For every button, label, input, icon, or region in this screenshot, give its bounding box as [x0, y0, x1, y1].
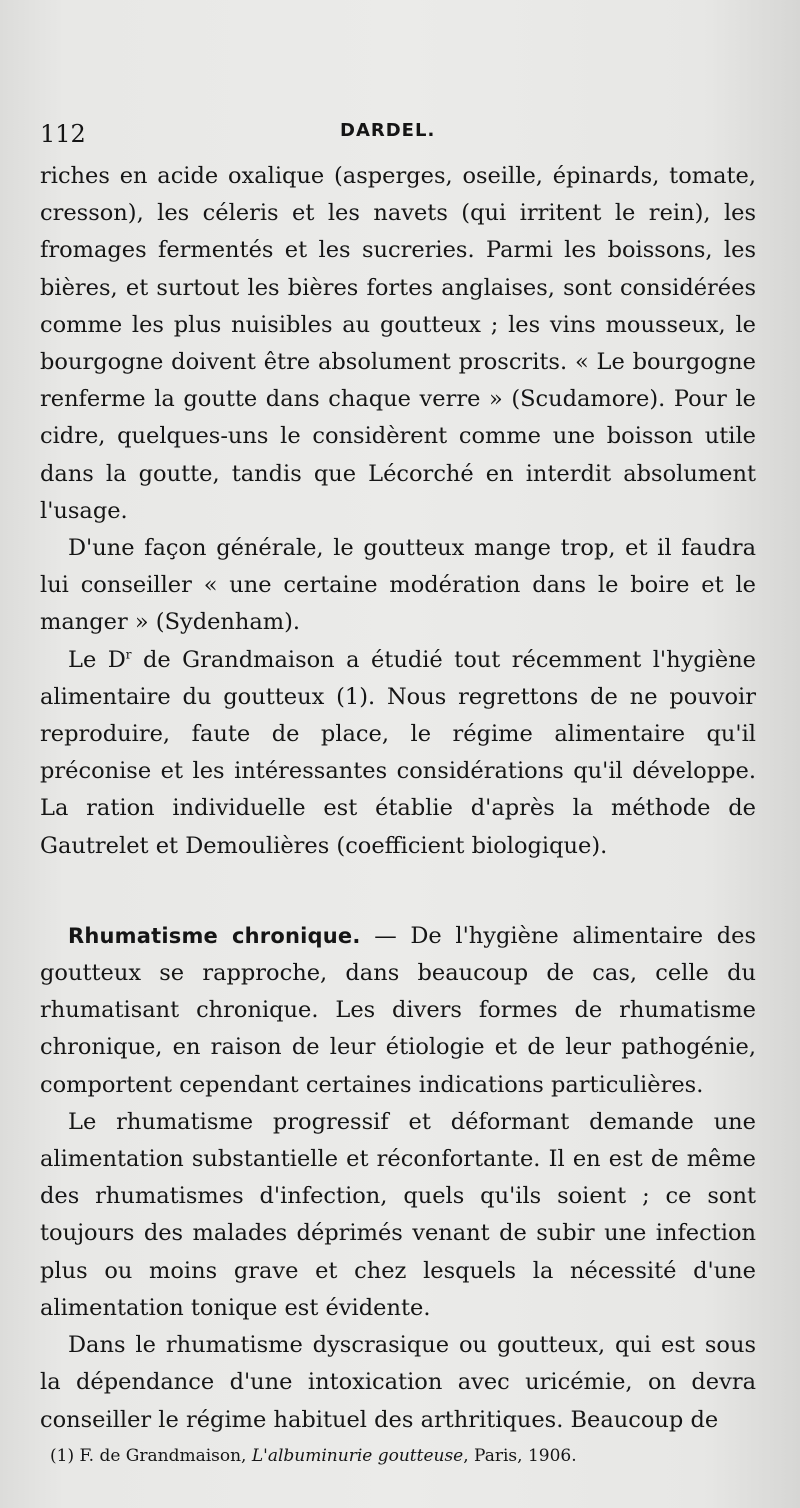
footnote-marker: (1) F. de Grandmaison, [50, 1446, 252, 1466]
running-head [40, 118, 760, 148]
doctor-abbrev: Le D [68, 646, 126, 673]
page-number: 112 [40, 120, 86, 148]
body-text [40, 158, 756, 1439]
footnote-title: L'albuminurie goutteuse [251, 1446, 464, 1466]
paragraph-progressif: Le rhumatisme progressif et déformant demande une alimentation substantielle et réconfortante. Il en est de même des rhumatismes d'infection, quels qu'ils soient ; ce sont toujours des malades déprimés venant de subir une infection plus ou moins grave et chez lesquels la nécessité d'une alimentation tonique est évidente. [40, 1108, 756, 1321]
paragraph-rhumatisme-text: — De l'hygiène alimentaire des goutteux se rapproche, dans beaucoup de cas, celle du rhumatisant chronique. Les divers formes de rhumatisme chronique, en raison de leur étiologie et de leur pathogénie, comportent cependant certaines indications particulières. [40, 922, 756, 1098]
paragraph-grandmaison [40, 642, 756, 865]
footnote-rest: , Paris, 1906. [463, 1446, 577, 1466]
doctor-abbrev-sup: r [125, 647, 132, 662]
section-gap [40, 865, 756, 918]
paragraph-rhumatisme [40, 918, 756, 1104]
paragraph-moderation: D'une façon générale, le goutteux mange trop, et il faudra lui conseiller « une certaine modération dans le boire et le manger » (Sydenham). [40, 535, 756, 636]
paragraph-continued: riches en acide oxalique (asperges, oseille, épinards, tomate, cresson), les céleris et les navets (qui irritent le rein), les fromages fermentés et les sucreries. Parmi les boissons, les bières, et surtout les bières fortes anglaises, sont considérées comme les plus nuisibles au goutteux ; les vins mousseux, le bourgogne doivent être absolument proscrits. « Le bourgogne renferme la goutte dans chaque verre » (Scudamore). Pour le cidre, quelques-uns le considèrent comme une boisson utile dans la goutte, tandis que Lécorché en interdit absolument l'usage. [40, 163, 756, 524]
paragraph-dyscrasique: Dans le rhumatisme dyscrasique ou goutteux, qui est sous la dépendance d'une intoxication avec uricémie, on devra conseiller le régime habituel des arthritiques. Beaucoup de [40, 1332, 756, 1433]
section-title: Rhumatisme chronique. [68, 923, 361, 948]
paragraph-grandmaison-text: de Grandmaison a étudié tout récemment l'hygiène alimentaire du goutteux (1). Nous regrettons de ne pouvoir reproduire, faute de place, le régime alimentaire qu'il préconise et les intéressantes considérations qu'il développe. La ration individuelle est établie d'après la méthode de Gautrelet et Demoulières (coefficient biologique). [40, 646, 756, 859]
footnote [50, 1444, 750, 1468]
header-author: DARDEL. [340, 120, 436, 141]
